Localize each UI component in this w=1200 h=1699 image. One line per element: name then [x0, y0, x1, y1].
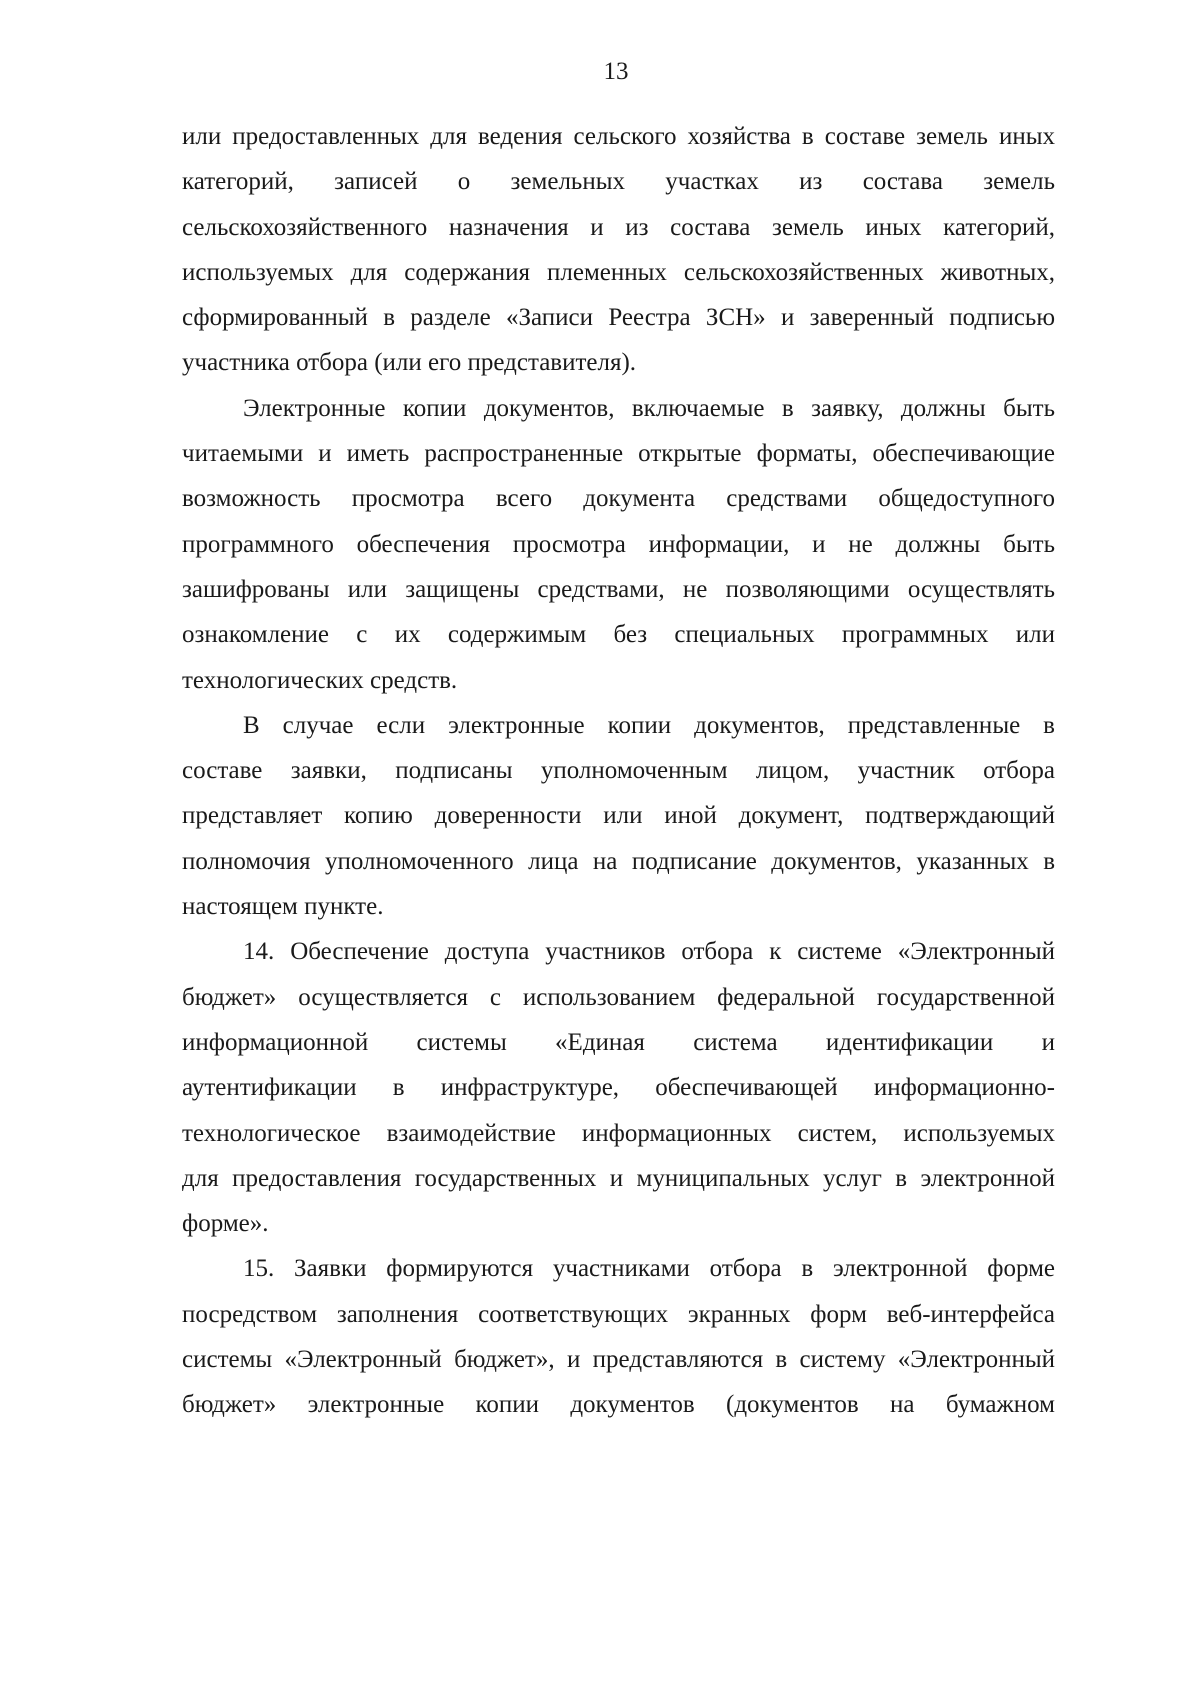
text-line: представляет копию доверенности или иной документ, подтверждающий: [182, 802, 1055, 830]
paragraph: [182, 114, 1055, 386]
paragraph: [182, 1246, 1055, 1427]
text-line: используемых для содержания племенных сельскохозяйственных животных,: [182, 258, 1055, 286]
text-line: программного обеспечения просмотра информации, и не должны быть: [182, 530, 1055, 558]
text-line: аутентификации в инфраструктуре, обеспечивающей информационно-: [182, 1074, 1055, 1102]
text-line: для предоставления государственных и муниципальных услуг в электронной: [182, 1164, 1055, 1192]
text-line: зашифрованы или защищены средствами, не позволяющими осуществлять: [182, 575, 1055, 603]
text-line: составе заявки, подписаны уполномоченным лицом, участник отбора: [182, 757, 1055, 785]
text-line: форме».: [182, 1210, 269, 1238]
text-line: полномочия уполномоченного лица на подписание документов, указанных в: [182, 847, 1055, 875]
text-line: сформированный в разделе «Записи Реестра ЗСН» и заверенный подписью: [182, 304, 1055, 332]
text-line: 14. Обеспечение доступа участников отбора к системе «Электронный: [243, 938, 1055, 966]
text-line: Электронные копии документов, включаемые в заявку, должны быть: [243, 394, 1055, 422]
text-line: возможность просмотра всего документа средствами общедоступного: [182, 485, 1055, 513]
text-line: или предоставленных для ведения сельского хозяйства в составе земель иных: [182, 123, 1055, 150]
paragraph: [182, 703, 1055, 929]
text-line: ознакомление с их содержимым без специальных программных или: [182, 621, 1055, 649]
text-line: бюджет» электронные копии документов (документов на бумажном: [182, 1391, 1055, 1419]
text-line: бюджет» осуществляется с использованием федеральной государственной: [182, 983, 1055, 1011]
text-line: системы «Электронный бюджет», и представляются в систему «Электронный: [182, 1346, 1055, 1374]
document-body: [182, 114, 1055, 1428]
page-number: 13: [603, 58, 629, 85]
text-line: информационной системы «Единая система идентификации и: [182, 1028, 1055, 1056]
text-line: настоящем пункте.: [182, 893, 384, 921]
text-line: технологических средств.: [182, 666, 458, 694]
text-line: участника отбора (или его представителя).: [182, 349, 637, 377]
text-line: сельскохозяйственного назначения и из состава земель иных категорий,: [182, 213, 1055, 241]
text-line: 15. Заявки формируются участниками отбора в электронной форме: [243, 1255, 1055, 1283]
text-line: технологическое взаимодействие информационных систем, используемых: [182, 1119, 1055, 1147]
paragraph: [182, 929, 1055, 1246]
text-line: посредством заполнения соответствующих экранных форм веб-интерфейса: [182, 1300, 1055, 1328]
text-line: В случае если электронные копии документов, представленные в: [243, 711, 1055, 739]
paragraph: [182, 386, 1055, 703]
text-line: читаемыми и иметь распространенные открытые форматы, обеспечивающие: [182, 440, 1055, 468]
text-line: категорий, записей о земельных участках из состава земель: [182, 168, 1055, 196]
